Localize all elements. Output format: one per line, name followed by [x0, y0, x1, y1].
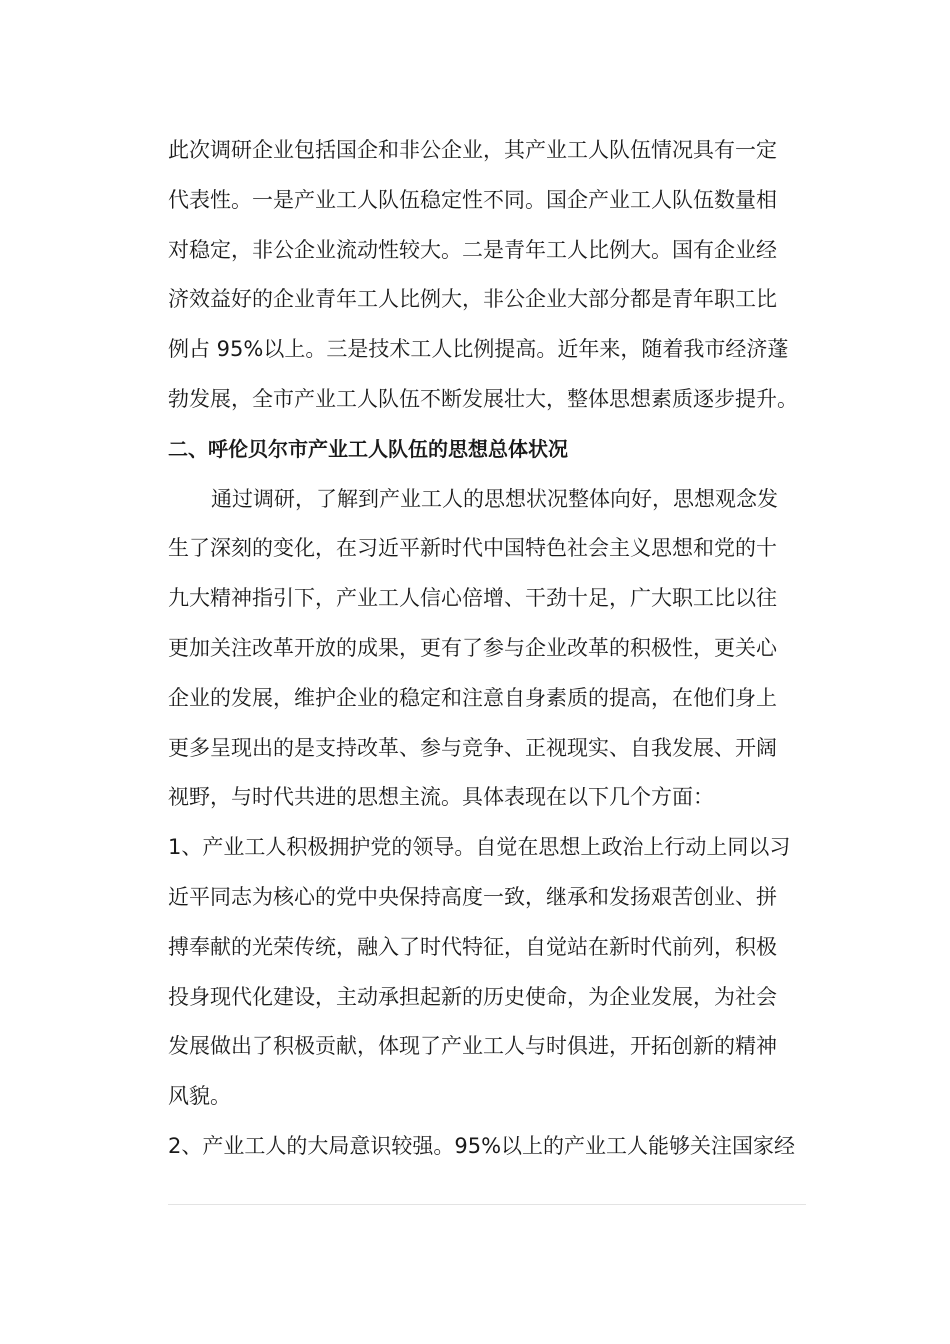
list-item-line: 2、产业工人的大局意识较强。95%以上的产业工人能够关注国家经	[168, 1133, 796, 1158]
section-heading: 二、呼伦贝尔市产业工人队伍的思想总体状况	[168, 436, 568, 461]
paragraph-line: 更加关注改革开放的成果，更有了参与企业改革的积极性，更关心	[168, 635, 777, 660]
paragraph-line: 九大精神指引下，产业工人信心倍增、干劲十足，广大职工比以往	[168, 586, 777, 611]
document-body	[168, 126, 808, 1172]
paragraph-line: 济效益好的企业青年工人比例大，非公企业大部分都是青年职工比	[168, 287, 777, 312]
paragraph-line: 勃发展，全市产业工人队伍不断发展壮大，整体思想素质逐步提升。	[168, 386, 798, 411]
paragraph-line: 投身现代化建设，主动承担起新的历史使命，为企业发展，为社会	[168, 984, 777, 1009]
paragraph-line: 对稳定，非公企业流动性较大。二是青年工人比例大。国有企业经	[168, 237, 777, 262]
paragraph-line: 近平同志为核心的党中央保持高度一致，继承和发扬艰苦创业、拼	[168, 884, 777, 909]
list-item-line: 1、产业工人积极拥护党的领导。自觉在思想上政治上行动上同以习	[168, 835, 791, 860]
paragraph-line: 风貌。	[168, 1084, 231, 1109]
paragraph-line: 发展做出了积极贡献，体现了产业工人与时俱进，开拓创新的精神	[168, 1034, 777, 1059]
paragraph-line: 此次调研企业包括国企和非公企业，其产业工人队伍情况具有一定	[168, 138, 777, 162]
paragraph-line: 更多呈现出的是支持改革、参与竞争、正视现实、自我发展、开阔	[168, 735, 777, 760]
paragraph-line: 视野，与时代共进的思想主流。具体表现在以下几个方面：	[168, 785, 714, 810]
footer-divider	[168, 1204, 806, 1205]
paragraph-line: 搏奉献的光荣传统，融入了时代特征，自觉站在新时代前列，积极	[168, 934, 777, 959]
paragraph-line: 企业的发展，维护企业的稳定和注意自身素质的提高，在他们身上	[168, 685, 777, 710]
paragraph-line: 例占 95%以上。三是技术工人比例提高。近年来，随着我市经济蓬	[168, 337, 789, 362]
paragraph-line: 通过调研，了解到产业工人的思想状况整体向好，思想观念发	[211, 486, 778, 511]
paragraph-line: 生了深刻的变化，在习近平新时代中国特色社会主义思想和党的十	[168, 536, 777, 561]
paragraph-line: 代表性。一是产业工人队伍稳定性不同。国企产业工人队伍数量相	[168, 187, 777, 212]
